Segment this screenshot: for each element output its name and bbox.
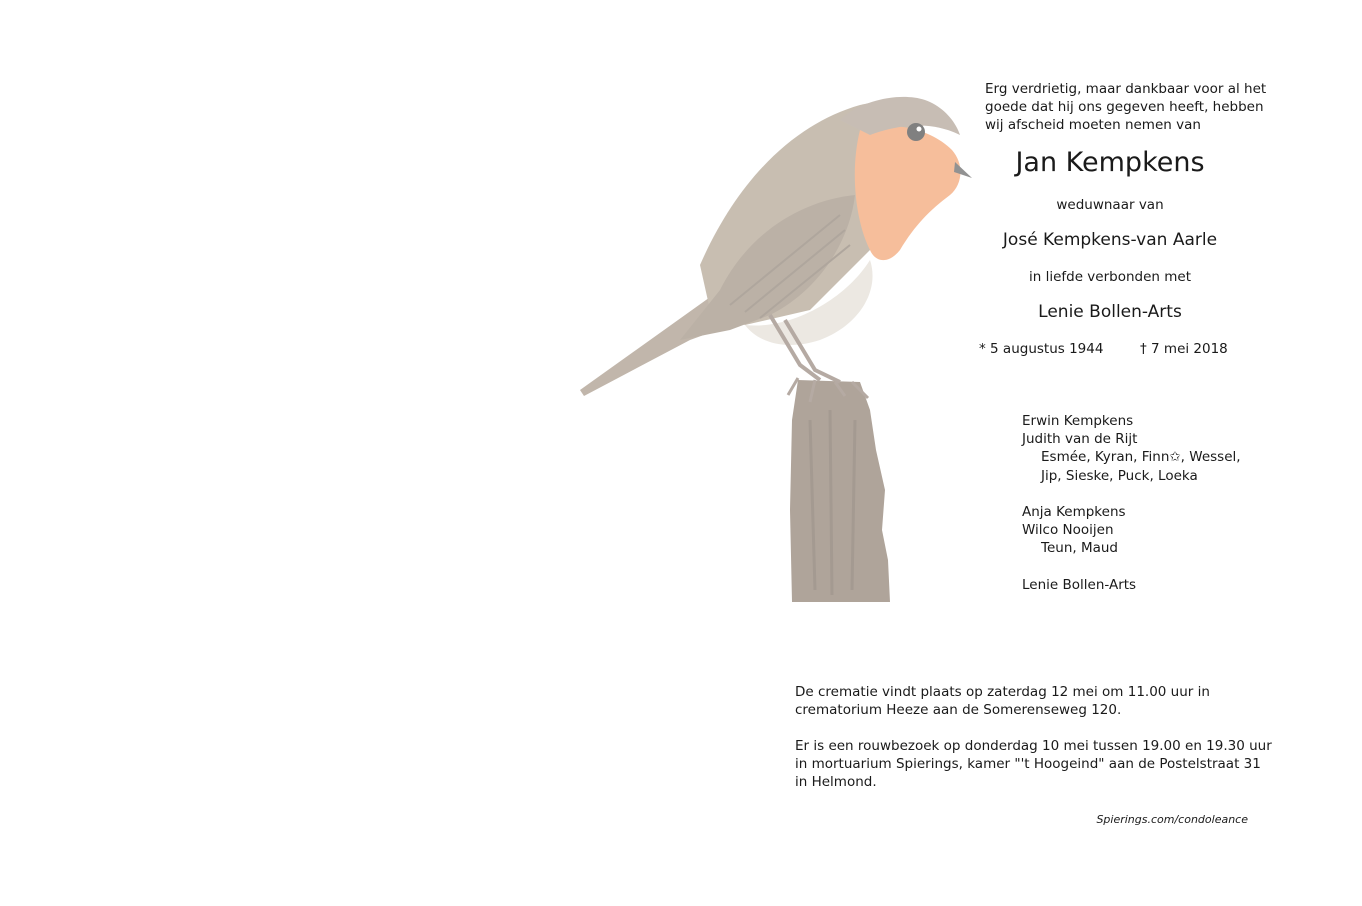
partner-text: in liefde verbonden met <box>1028 269 1192 285</box>
partner-name: Lenie Bollen-Arts <box>1038 302 1182 322</box>
family-member: Judith van de Rijt <box>1022 431 1138 448</box>
family-member: Anja Kempkens <box>1022 503 1126 520</box>
visit-notice <box>795 737 1272 792</box>
intro-line: goede dat hij ons gegeven heeft, hebben <box>985 99 1264 115</box>
robin-breast <box>855 126 961 260</box>
robin-eye <box>907 123 925 141</box>
intro-line: wij afscheid moeten nemen van <box>985 117 1201 133</box>
deceased-name: Jan Kempkens <box>1015 147 1205 178</box>
grandchildren: Teun, Maud <box>1041 540 1118 557</box>
notice-line: crematorium Heeze aan de Somerenseweg 120. <box>795 702 1122 719</box>
intro-line: Erg verdrietig, maar dankbaar voor al het <box>985 81 1267 97</box>
family-list <box>1022 412 1262 594</box>
grandchildren: Jip, Sieske, Puck, Loeka <box>1041 467 1198 484</box>
family-member: Erwin Kempkens <box>1022 413 1134 429</box>
robin-illustration <box>570 90 980 602</box>
intro-text <box>985 80 1267 134</box>
notice-line: in Helmond. <box>795 774 877 791</box>
death-date: † 7 mei 2018 <box>1140 341 1228 357</box>
grandchildren: Esmée, Kyran, Finn✩, Wessel, <box>1041 449 1241 466</box>
spouse-name: José Kempkens-van Aarle <box>1002 230 1218 250</box>
condolence-link[interactable]: Spierings.com/condoleance <box>1096 813 1248 826</box>
wooden-post <box>790 380 890 602</box>
widower-text: weduwnaar van <box>1056 197 1164 213</box>
cremation-notice <box>795 683 1255 719</box>
notice-line: in mortuarium Spierings, kamer "'t Hoogeind" aan de Postelstraat 31 <box>795 756 1261 773</box>
notice-line: Er is een rouwbezoek op donderdag 10 mei tussen 19.00 en 19.30 uur <box>795 738 1272 754</box>
family-member: Lenie Bollen-Arts <box>1022 576 1137 593</box>
family-member: Wilco Nooijen <box>1022 522 1114 539</box>
birth-date: * 5 augustus 1944 <box>979 341 1104 357</box>
notice-line: De crematie vindt plaats op zaterdag 12 mei om 11.00 uur in <box>795 684 1210 700</box>
